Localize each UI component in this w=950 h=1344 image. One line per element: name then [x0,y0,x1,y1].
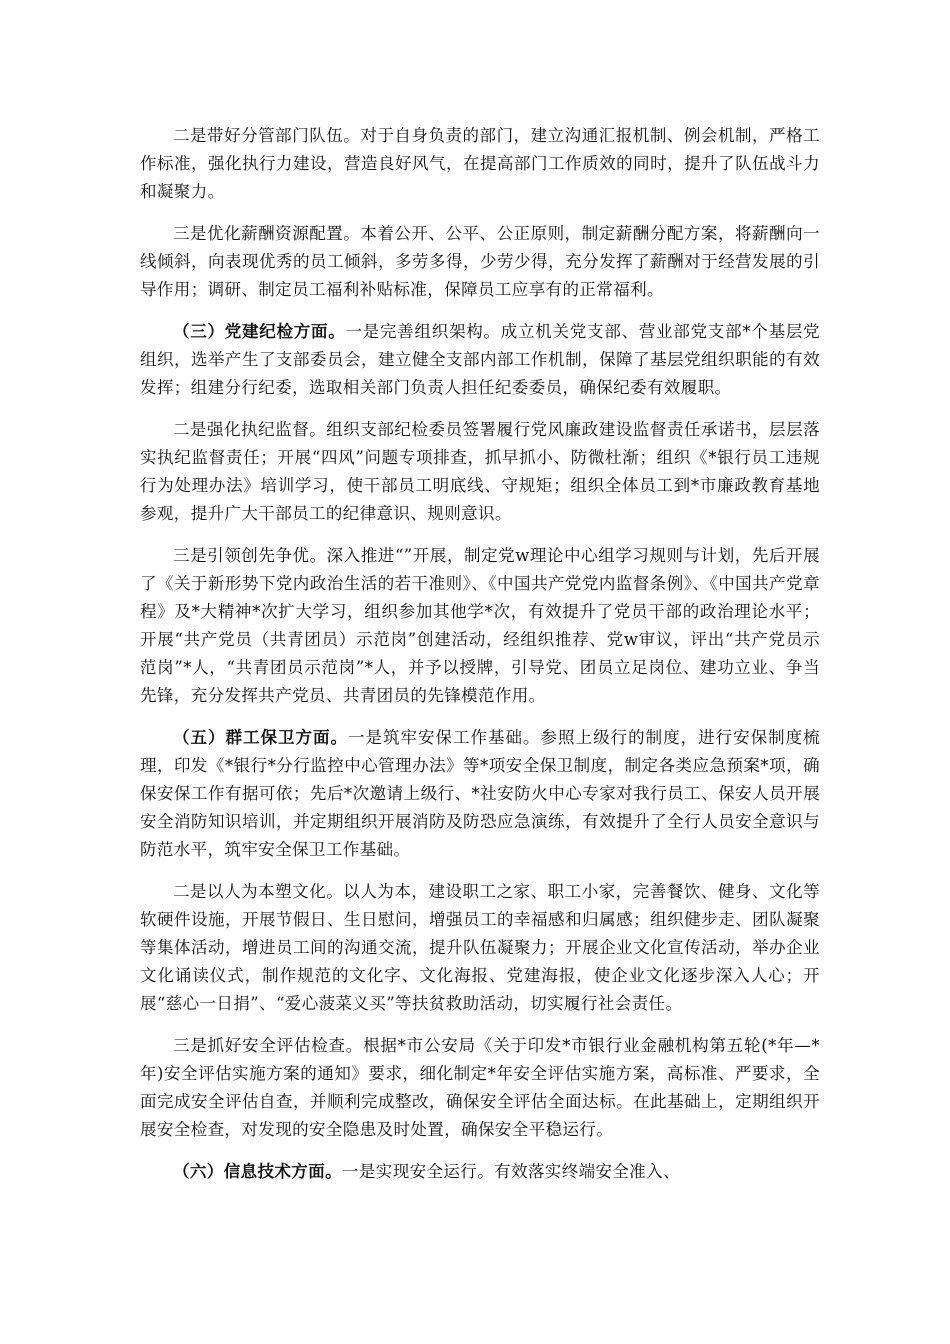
section-heading-security: （五）群工保卫方面。 [173,728,349,747]
paragraph-text: 一是筑牢安保工作基础。参照上级行的制度，进行安保制度梳理，印发《*银行*分行监控中心管理办法》等*项安全保卫制度，制定各类应急预案*项，确保安保工作有据可依；先后*次邀请上级行、*社安防火中心专家对我行员工、保安人员开展安全消防知识培训，并定期组织开展消防及防恐应急演练，有效提升了全行人员安全意识与防范水平，筑牢安全保卫工作基础。 [140,728,820,859]
paragraph-2 [140,220,820,304]
paragraph-8 [140,1032,820,1144]
document-body [140,122,820,1200]
paragraph-6 [140,724,820,864]
paragraph-3 [140,318,820,402]
paragraph-text: 三是抓好安全评估检查。根据*市公安局《关于印发*市银行业金融机构第五轮(*年—*年)安全评估实施方案的通知》要求，细化制定*年安全评估实施方案，高标准、严要求，全面完成安全评估自查，并顺利完成整改，确保安全评估全面达标。在此基础上，定期组织开展安全检查，对发现的安全隐患及时处置，确保安全平稳运行。 [140,1036,820,1139]
paragraph-5 [140,542,820,710]
paragraph-7 [140,878,820,1018]
paragraph-text: 二是以人为本塑文化。以人为本，建设职工之家、职工小家，完善餐饮、健身、文化等软硬件设施，开展节假日、生日慰问，增强员工的幸福感和归属感；组织健步走、团队凝聚等集体活动，增进员工间的沟通交流，提升队伍凝聚力；开展企业文化宣传活动，举办企业文化诵读仪式，制作规范的文化字、文化海报、党建海报，使企业文化逐步深入人心；开展“慈心一日捐”、“爱心菠菜义买”等扶贫救助活动，切实履行社会责任。 [140,882,820,1013]
paragraph-4 [140,416,820,528]
paragraph-1 [140,122,820,206]
paragraph-text: 三是优化薪酬资源配置。本着公开、公平、公正原则，制定薪酬分配方案，将薪酬向一线倾斜，向表现优秀的员工倾斜，多劳多得，少劳少得，充分发挥了薪酬对于经营发展的引导作用；调研、制定员工福利补贴标准，保障员工应享有的正常福利。 [140,224,820,299]
section-heading-it: （六）信息技术方面。 [173,1162,342,1181]
paragraph-text: 二是强化执纪监督。组织支部纪检委员签署履行党风廉政建设监督责任承诺书，层层落实执纪监督责任；开展“四风”问题专项排查，抓早抓小、防微杜渐；组织《*银行员工违规行为处理办法》培训学习，使干部员工明底线、守规矩；组织全体员工到*市廉政教育基地参观，提升广大干部员工的纪律意识、规则意识。 [140,420,820,523]
section-heading-party-discipline: （三）党建纪检方面。 [173,322,346,341]
paragraph-9 [140,1158,820,1186]
paragraph-text: 三是引领创先争优。深入推进“”开展，制定党w理论中心组学习规则与计划，先后开展了《关于新形势下党内政治生活的若干准则》、《中国共产党党内监督条例》、《中国共产党章程》及*大精神*次扩大学习，组织参加其他学*次，有效提升了党员干部的政治理论水平；开展“共产党员（共青团员）示范岗”创建活动，经组织推荐、党w审议，评出“共产党员示范岗”*人，“共青团员示范岗”*人，并予以授牌，引导党、团员立足岗位、建功立业、争当先锋，充分发挥共产党员、共青团员的先锋模范作用。 [140,546,820,705]
paragraph-text: 一是实现安全运行。有效落实终端安全准入、 [342,1162,680,1181]
paragraph-text: 一是完善组织架构。成立机关党支部、营业部党支部*个基层党组织，选举产生了支部委员会，建立健全支部内部工作机制，保障了基层党组织职能的有效发挥；组建分行纪委，选取相关部门负责人担任纪委委员，确保纪委有效履职。 [140,322,821,397]
paragraph-text: 二是带好分管部门队伍。对于自身负责的部门，建立沟通汇报机制、例会机制，严格工作标准，强化执行力建设，营造良好风气，在提高部门工作质效的同时，提升了队伍战斗力和凝聚力。 [140,126,820,201]
